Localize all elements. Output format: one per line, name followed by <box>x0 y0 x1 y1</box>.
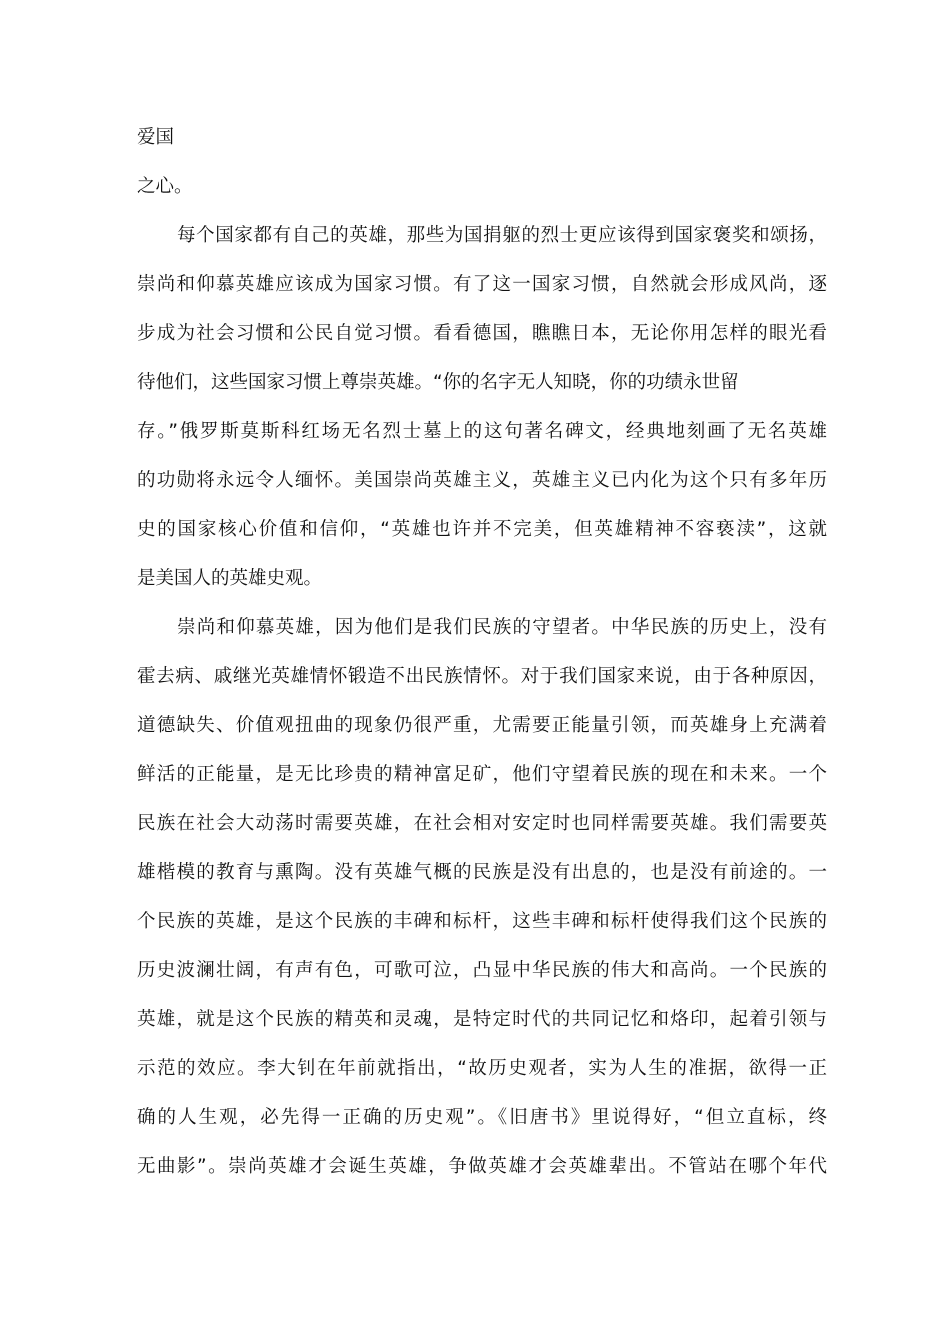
text-line: 崇尚和仰慕英雄，因为他们是我们民族的守望者。中华民族的历史上，没有 <box>177 617 827 638</box>
text-line: 存。”俄罗斯莫斯科红场无名烈士墓上的这句著名碑文，经典地刻画了无名英雄 <box>137 421 827 442</box>
text-line: 民族在社会大动荡时需要英雄，在社会相对安定时也同样需要英雄。我们需要英 <box>137 813 827 834</box>
document-body <box>137 124 827 1202</box>
text-line: 之心。 <box>137 176 193 197</box>
text-line: 鲜活的正能量，是无比珍贵的精神富足矿，他们守望着民族的现在和未来。一个 <box>137 764 827 785</box>
text-line: 个民族的英雄，是这个民族的丰碑和标杆，这些丰碑和标杆使得我们这个民族的 <box>137 911 827 932</box>
text-line: 史的国家核心价值和信仰，“英雄也许并不完美，但英雄精神不容亵渎”，这就 <box>137 519 827 540</box>
text-line: 道德缺失、价值观扭曲的现象仍很严重，尤需要正能量引领，而英雄身上充满着 <box>137 715 827 736</box>
text-line: 步成为社会习惯和公民自觉习惯。看看德国，瞧瞧日本，无论你用怎样的眼光看 <box>137 323 827 344</box>
text-line: 每个国家都有自己的英雄，那些为国捐躯的烈士更应该得到国家褒奖和颂扬， <box>177 225 827 246</box>
text-line: 崇尚和仰慕英雄应该成为国家习惯。有了这一国家习惯，自然就会形成风尚，逐 <box>137 274 827 295</box>
text-line: 历史波澜壮阔，有声有色，可歌可泣，凸显中华民族的伟大和高尚。一个民族的 <box>137 960 827 981</box>
text-line: 的功勋将永远令人缅怀。美国崇尚英雄主义，英雄主义已内化为这个只有多年历 <box>137 470 827 491</box>
text-line: 英雄，就是这个民族的精英和灵魂，是特定时代的共同记忆和烙印，起着引领与 <box>137 1009 827 1030</box>
text-line: 雄楷模的教育与熏陶。没有英雄气概的民族是没有出息的，也是没有前途的。一 <box>137 862 827 883</box>
text-line: 无曲影”。崇尚英雄才会诞生英雄，争做英雄才会英雄辈出。不管站在哪个年代 <box>137 1156 827 1177</box>
text-line: 示范的效应。李大钊在年前就指出，“故历史观者，实为人生的准据，欲得一正 <box>137 1058 827 1079</box>
text-line: 霍去病、戚继光英雄情怀锻造不出民族情怀。对于我们国家来说，由于各种原因， <box>137 666 827 687</box>
text-line: 是美国人的英雄史观。 <box>137 568 323 589</box>
text-line: 爱国 <box>137 127 175 148</box>
text-line: 确的人生观，必先得一正确的历史观”。《旧唐书》里说得好，“但立直标，终 <box>137 1107 827 1128</box>
text-line: 待他们，这些国家习惯上尊崇英雄。“你的名字无人知晓，你的功绩永世留 <box>137 372 739 393</box>
